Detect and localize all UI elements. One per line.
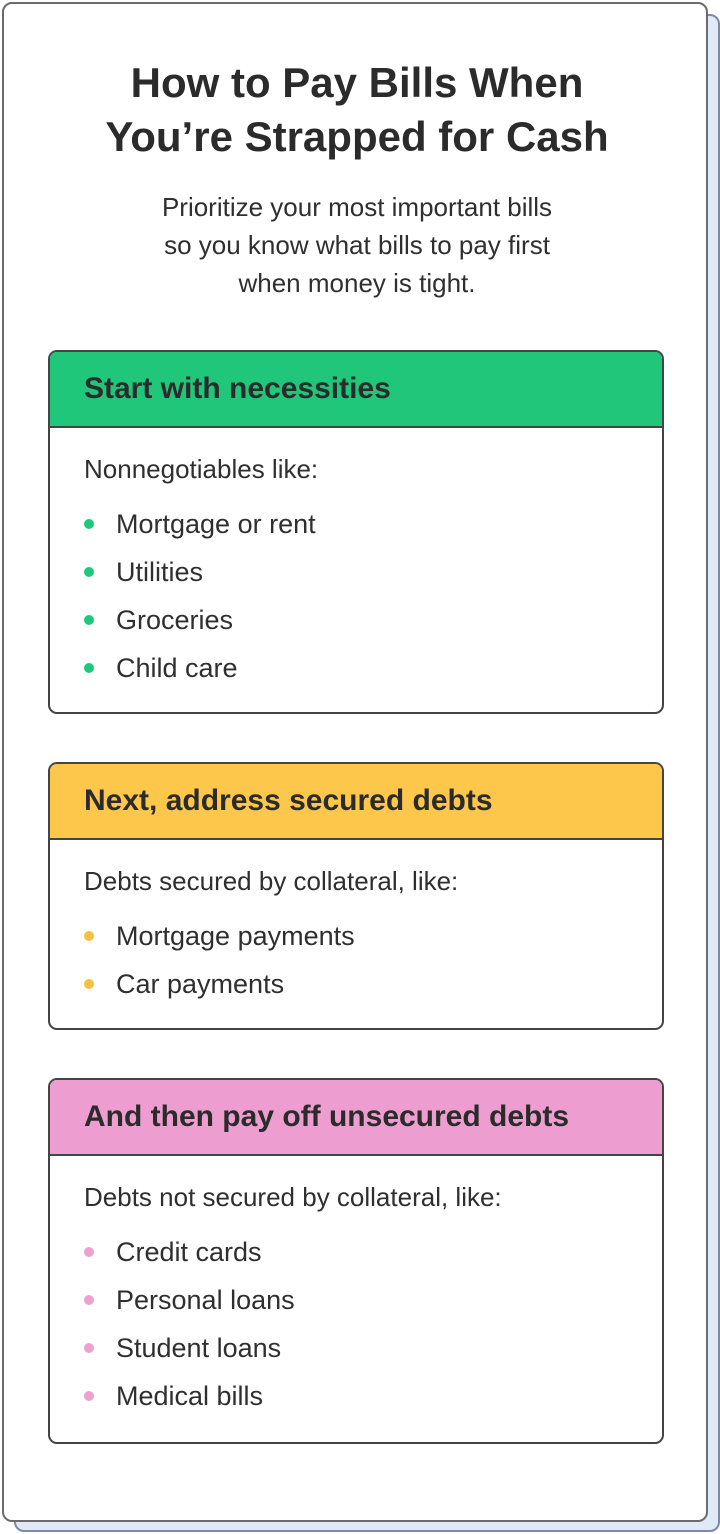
bullet-list — [84, 912, 628, 1008]
list-item — [84, 1228, 628, 1276]
list-item — [84, 500, 628, 548]
infographic-card — [2, 2, 708, 1522]
list-item-label: Car payments — [116, 968, 285, 999]
list-item — [84, 960, 628, 1008]
list-item — [84, 912, 628, 960]
list-item — [84, 644, 628, 692]
list-item-label: Groceries — [116, 604, 234, 635]
bullet-icon — [84, 931, 94, 941]
list-item-label: Child care — [116, 652, 238, 683]
bullet-icon — [84, 519, 94, 529]
list-item-label: Utilities — [116, 556, 204, 587]
list-item-label: Medical bills — [116, 1380, 264, 1411]
list-item-label: Credit cards — [116, 1236, 262, 1267]
section-heading: Next, address secured debts — [50, 764, 662, 840]
list-item-label: Mortgage or rent — [116, 508, 316, 539]
section-unsecured-debts — [48, 1078, 664, 1444]
list-item — [84, 1372, 628, 1420]
bullet-icon — [84, 1343, 94, 1353]
list-item-label: Student loans — [116, 1332, 282, 1363]
list-item-label: Personal loans — [116, 1284, 295, 1315]
bullet-icon — [84, 1391, 94, 1401]
section-secured-debts — [48, 762, 664, 1030]
section-necessities — [48, 350, 664, 714]
list-item — [84, 1276, 628, 1324]
list-item-label: Mortgage payments — [116, 920, 355, 951]
bullet-icon — [84, 1295, 94, 1305]
section-intro: Debts not secured by collateral, like: — [84, 1182, 502, 1212]
bullet-icon — [84, 979, 94, 989]
bullet-list — [84, 1228, 628, 1420]
bullet-icon — [84, 615, 94, 625]
section-intro: Debts secured by collateral, like: — [84, 866, 459, 896]
bullet-icon — [84, 663, 94, 673]
page-title: How to Pay Bills When You’re Strapped for Cash — [105, 59, 609, 160]
list-item — [84, 596, 628, 644]
list-item — [84, 1324, 628, 1372]
page-subtitle: Prioritize your most important bills so you know what bills to pay first when money is tight. — [161, 192, 553, 298]
section-heading: And then pay off unsecured debts — [50, 1080, 662, 1156]
bullet-list — [84, 500, 628, 692]
list-item — [84, 548, 628, 596]
section-intro: Nonnegotiables like: — [84, 454, 319, 484]
section-heading: Start with necessities — [50, 352, 662, 428]
bullet-icon — [84, 567, 94, 577]
bullet-icon — [84, 1247, 94, 1257]
